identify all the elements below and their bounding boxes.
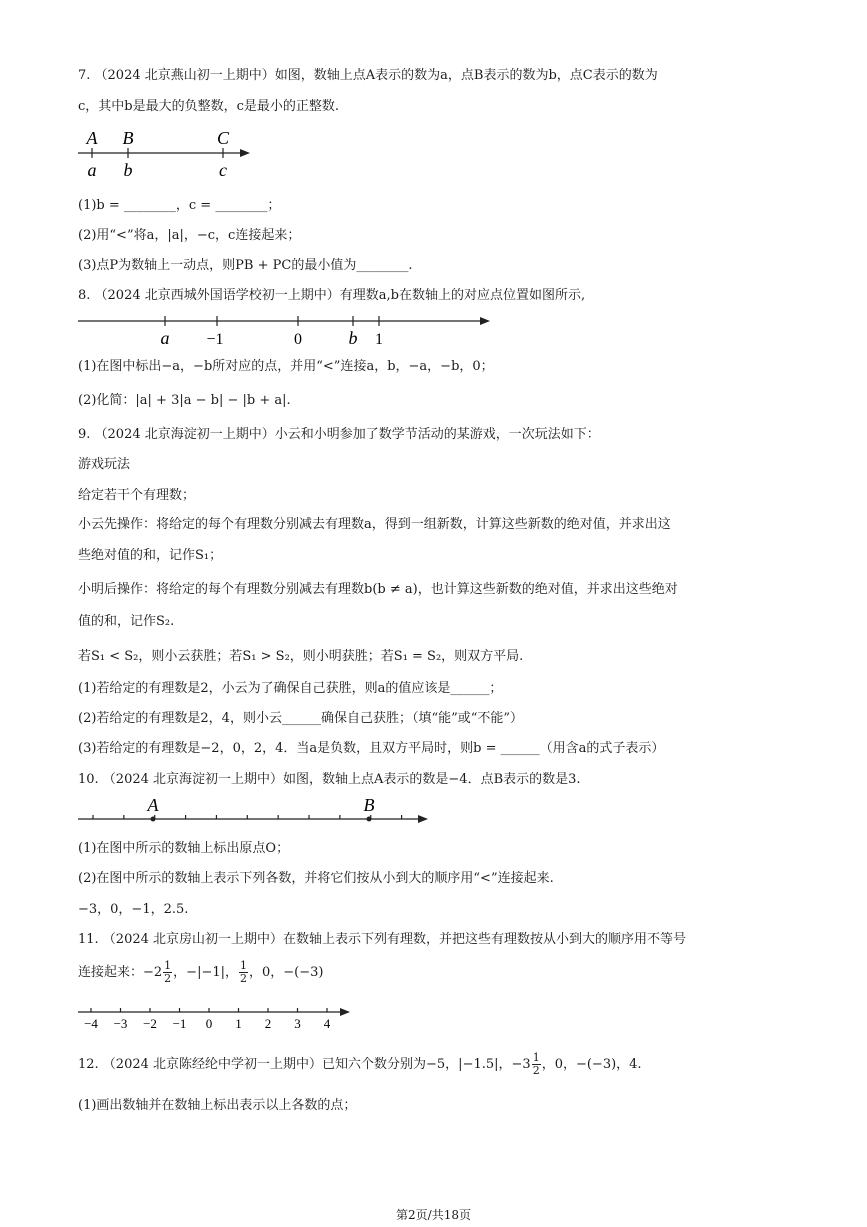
q9-stem: 9. （2024 北京海淀初一上期中）小云和小明参加了数学节活动的某游戏，一次玩法如下： xyxy=(78,427,600,442)
q9-line8: 若S₁ < S₂，则小云获胜；若S₁ > S₂，则小明获胜；若S₁ = S₂，则双方平局. xyxy=(78,649,524,664)
q7-part1: (1)b = ________，c = ________； xyxy=(78,198,281,213)
q11-fraction-den: 2 xyxy=(164,972,172,985)
q9-part1: (1)若给定的有理数是2，小云为了确保自己获胜，则a的值应该是______； xyxy=(78,681,503,696)
q7-part2: (2)用“<”将a，|a|，−c，c连接起来； xyxy=(78,228,301,243)
point-A-label: A xyxy=(86,128,98,148)
q8-number-line xyxy=(78,312,498,352)
point-A-label: A xyxy=(147,795,159,815)
q11-suffix: ，0，−(−3) xyxy=(249,965,324,980)
q7-stem-line1: 7. （2024 北京燕山初一上期中）如图，数轴上点A表示的数为a，点B表示的数为b，点C表示的数为 xyxy=(78,68,658,83)
q10-stem: 10. （2024 北京海淀初一上期中）如图，数轴上点A表示的数是−4．点B表示的数是3. xyxy=(78,772,581,787)
label-1: 1 xyxy=(375,331,383,348)
tick-label: 3 xyxy=(294,1016,301,1031)
label-a: a xyxy=(160,328,170,348)
label-0: 0 xyxy=(294,331,302,348)
q11-fraction-2-num: 1 xyxy=(240,959,247,972)
q10-number-line xyxy=(78,796,438,830)
tick-label: 2 xyxy=(264,1016,272,1031)
q8-part2: (2)化简：|a| + 3|a − b| − |b + a|. xyxy=(78,393,291,408)
q12-suffix: ，0，−(−3)，4. xyxy=(541,1057,642,1072)
point-B-label: B xyxy=(122,128,134,148)
q12-fraction xyxy=(532,1052,541,1077)
arrow-icon xyxy=(418,815,428,823)
value-b-label: b xyxy=(123,160,133,180)
q10-part2: (2)在图中所示的数轴上表示下列各数，并将它们按从小到大的顺序用“<”连接起来. xyxy=(78,871,554,886)
q11-line2 xyxy=(78,960,323,985)
q9-line7: 值的和，记作S₂. xyxy=(78,614,175,629)
tick-label: −2 xyxy=(143,1016,157,1031)
label-minus-1: −1 xyxy=(206,331,224,348)
q11-stem: 11. （2024 北京房山初一上期中）在数轴上表示下列有理数，并把这些有理数按从小到大的顺序用不等号 xyxy=(78,932,687,947)
point-B-label: B xyxy=(363,795,375,815)
value-a-label: a xyxy=(87,160,97,180)
q11-fraction-2-den: 2 xyxy=(240,972,247,985)
arrow-icon xyxy=(240,149,250,157)
q12-stem xyxy=(78,1052,642,1077)
q9-line6: 小明后操作：将给定的每个有理数分别减去有理数b(b ≠ a)，也计算这些新数的绝对值，并求出这些绝对 xyxy=(78,582,678,597)
arrow-icon xyxy=(480,317,490,325)
q11-fraction-2 xyxy=(239,960,248,985)
q12-prefix: 12. （2024 北京陈经纶中学初一上期中）已知六个数分别为−5，|−1.5|，−3 xyxy=(78,1057,531,1072)
page-footer: 第2页/共18页 xyxy=(396,1208,471,1222)
q11-number-line xyxy=(78,1002,368,1036)
arrow-icon xyxy=(340,1008,350,1016)
tick-label: 1 xyxy=(235,1016,242,1031)
point-B xyxy=(367,817,372,822)
tick-label: −3 xyxy=(113,1016,128,1031)
q11-fraction-num: 1 xyxy=(164,959,172,972)
q7-stem-line2: c，其中b是最大的负整数，c是最小的正整数. xyxy=(78,99,340,114)
q12-fraction-num: 1 xyxy=(532,1051,540,1064)
q7-part3: (3)点P为数轴上一动点，则PB + PC的最小值为________. xyxy=(78,258,413,273)
q9-part3: (3)若给定的有理数是−2，0，2，4．当a是负数，且双方平局时，则b = ______（用含a的式子表示） xyxy=(78,741,665,756)
q10-part3: −3，0，−1，2.5. xyxy=(78,902,189,917)
tick-label: −1 xyxy=(172,1016,187,1031)
tick-label: 4 xyxy=(323,1016,331,1031)
q9-part2: (2)若给定的有理数是2，4，则小云______确保自己获胜；（填“能”或“不能”） xyxy=(78,711,524,726)
label-b: b xyxy=(348,328,358,348)
q11-mid: ，−|−1|， xyxy=(173,965,238,980)
q7-number-line xyxy=(78,124,258,184)
q11-fraction xyxy=(163,960,172,985)
value-c-label: c xyxy=(219,160,227,180)
point-A xyxy=(151,817,156,822)
q10-part1: (1)在图中所示的数轴上标出原点O； xyxy=(78,841,290,856)
q12-part1: (1)画出数轴并在数轴上标出表示以上各数的点； xyxy=(78,1098,357,1113)
q9-line5: 些绝对值的和，记作S₁； xyxy=(78,548,223,563)
q9-line3: 给定若干个有理数； xyxy=(78,488,196,503)
q8-part1: (1)在图中标出−a，−b所对应的点，并用“<”连接a，b，−a，−b，0； xyxy=(78,359,494,374)
tick-label: −4 xyxy=(84,1016,98,1031)
q12-fraction-den: 2 xyxy=(532,1064,540,1077)
point-C-label: C xyxy=(216,128,230,148)
q8-stem: 8. （2024 北京西城外国语学校初一上期中）有理数a,b在数轴上的对应点位置如图所示, xyxy=(78,288,586,303)
q11-prefix: 连接起来：−2 xyxy=(78,965,163,980)
q9-game-title: 游戏玩法 xyxy=(78,457,131,472)
tick-label: 0 xyxy=(205,1016,213,1031)
q9-line4: 小云先操作：将给定的每个有理数分别减去有理数a，得到一组新数，计算这些新数的绝对值，并求出这 xyxy=(78,517,671,532)
